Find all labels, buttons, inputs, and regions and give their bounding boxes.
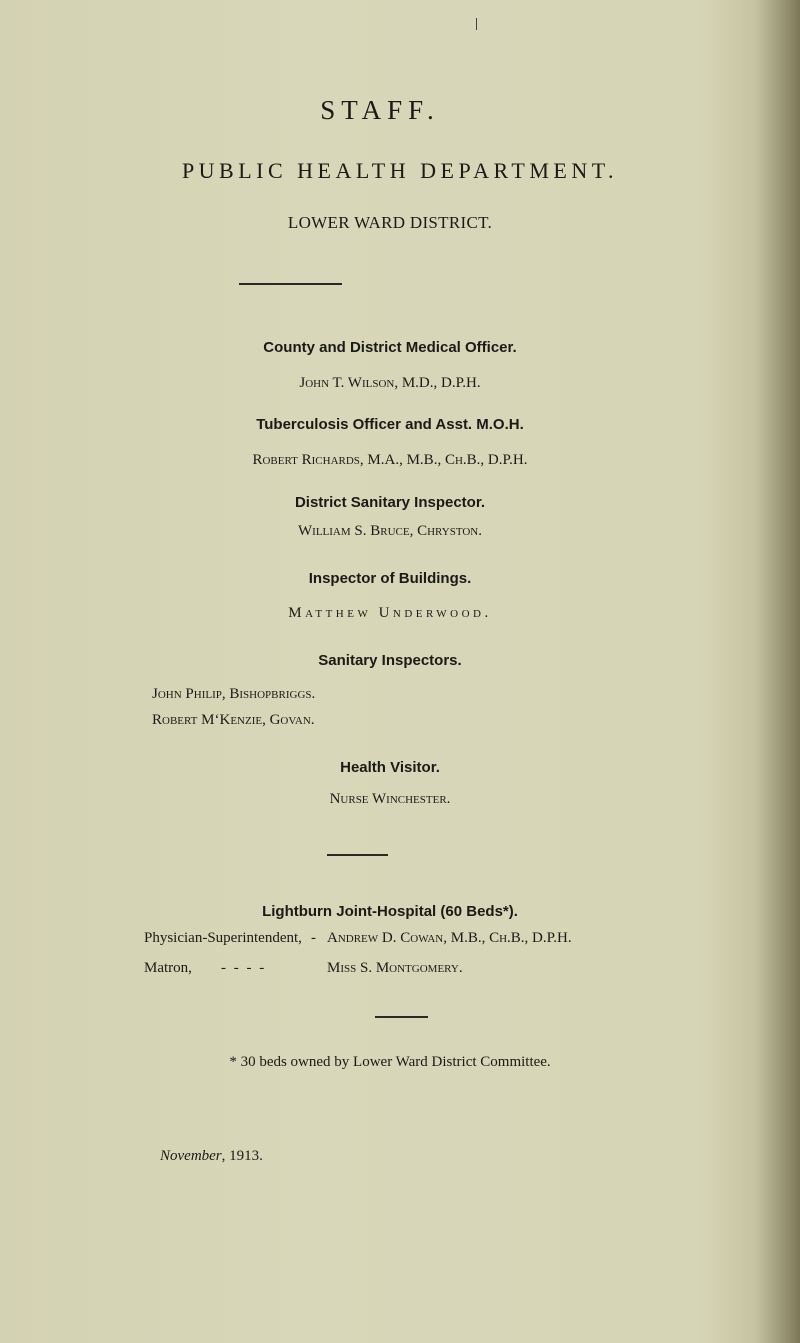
section-heading: Sanitary Inspectors. — [318, 652, 462, 669]
hospital-heading: Lightburn Joint-Hospital (60 Beds*). — [262, 903, 518, 920]
person-entry: Robert M‘Kenzie, Govan. — [152, 712, 315, 728]
divider — [327, 854, 388, 856]
section-heading: District Sanitary Inspector. — [294, 494, 486, 511]
date-year: , 1913. — [221, 1148, 263, 1164]
section-heading: Inspector of Buildings. — [308, 570, 472, 587]
person-entry: Nurse Winchester. — [329, 791, 451, 807]
divider — [239, 283, 342, 285]
dot-leader: - — [311, 930, 316, 946]
department-title: PUBLIC HEALTH DEPARTMENT. — [181, 158, 619, 183]
page-title: STAFF. — [320, 95, 440, 125]
person-entry: John Philip, Bishopbriggs. — [152, 686, 316, 702]
hospital-staff-name: Miss S. Montgomery. — [327, 960, 463, 976]
section-heading: Tuberculosis Officer and Asst. M.O.H. — [256, 416, 524, 433]
date-month: November — [160, 1148, 222, 1164]
district-title: LOWER WARD DISTRICT. — [287, 213, 493, 232]
section-heading: Health Visitor. — [340, 759, 440, 776]
person-entry: John T. Wilson, M.D., D.P.H. — [299, 375, 481, 391]
page-mark — [476, 18, 477, 30]
divider — [375, 1016, 428, 1018]
hospital-staff-name: Andrew D. Cowan, M.B., Ch.B., D.P.H. — [327, 930, 572, 946]
date-line — [160, 1148, 263, 1165]
footnote: * 30 beds owned by Lower Ward District Committee. — [229, 1054, 551, 1070]
hospital-role: Matron, — [144, 960, 192, 976]
person-entry: William S. Bruce, Chryston. — [298, 523, 482, 539]
section-heading: County and District Medical Officer. — [263, 339, 517, 356]
person-entry: Matthew Underwood. — [288, 605, 492, 621]
dot-leader: - - - - — [221, 960, 267, 976]
hospital-role: Physician-Superintendent, — [144, 930, 302, 946]
person-entry: Robert Richards, M.A., M.B., Ch.B., D.P.H. — [252, 452, 528, 468]
